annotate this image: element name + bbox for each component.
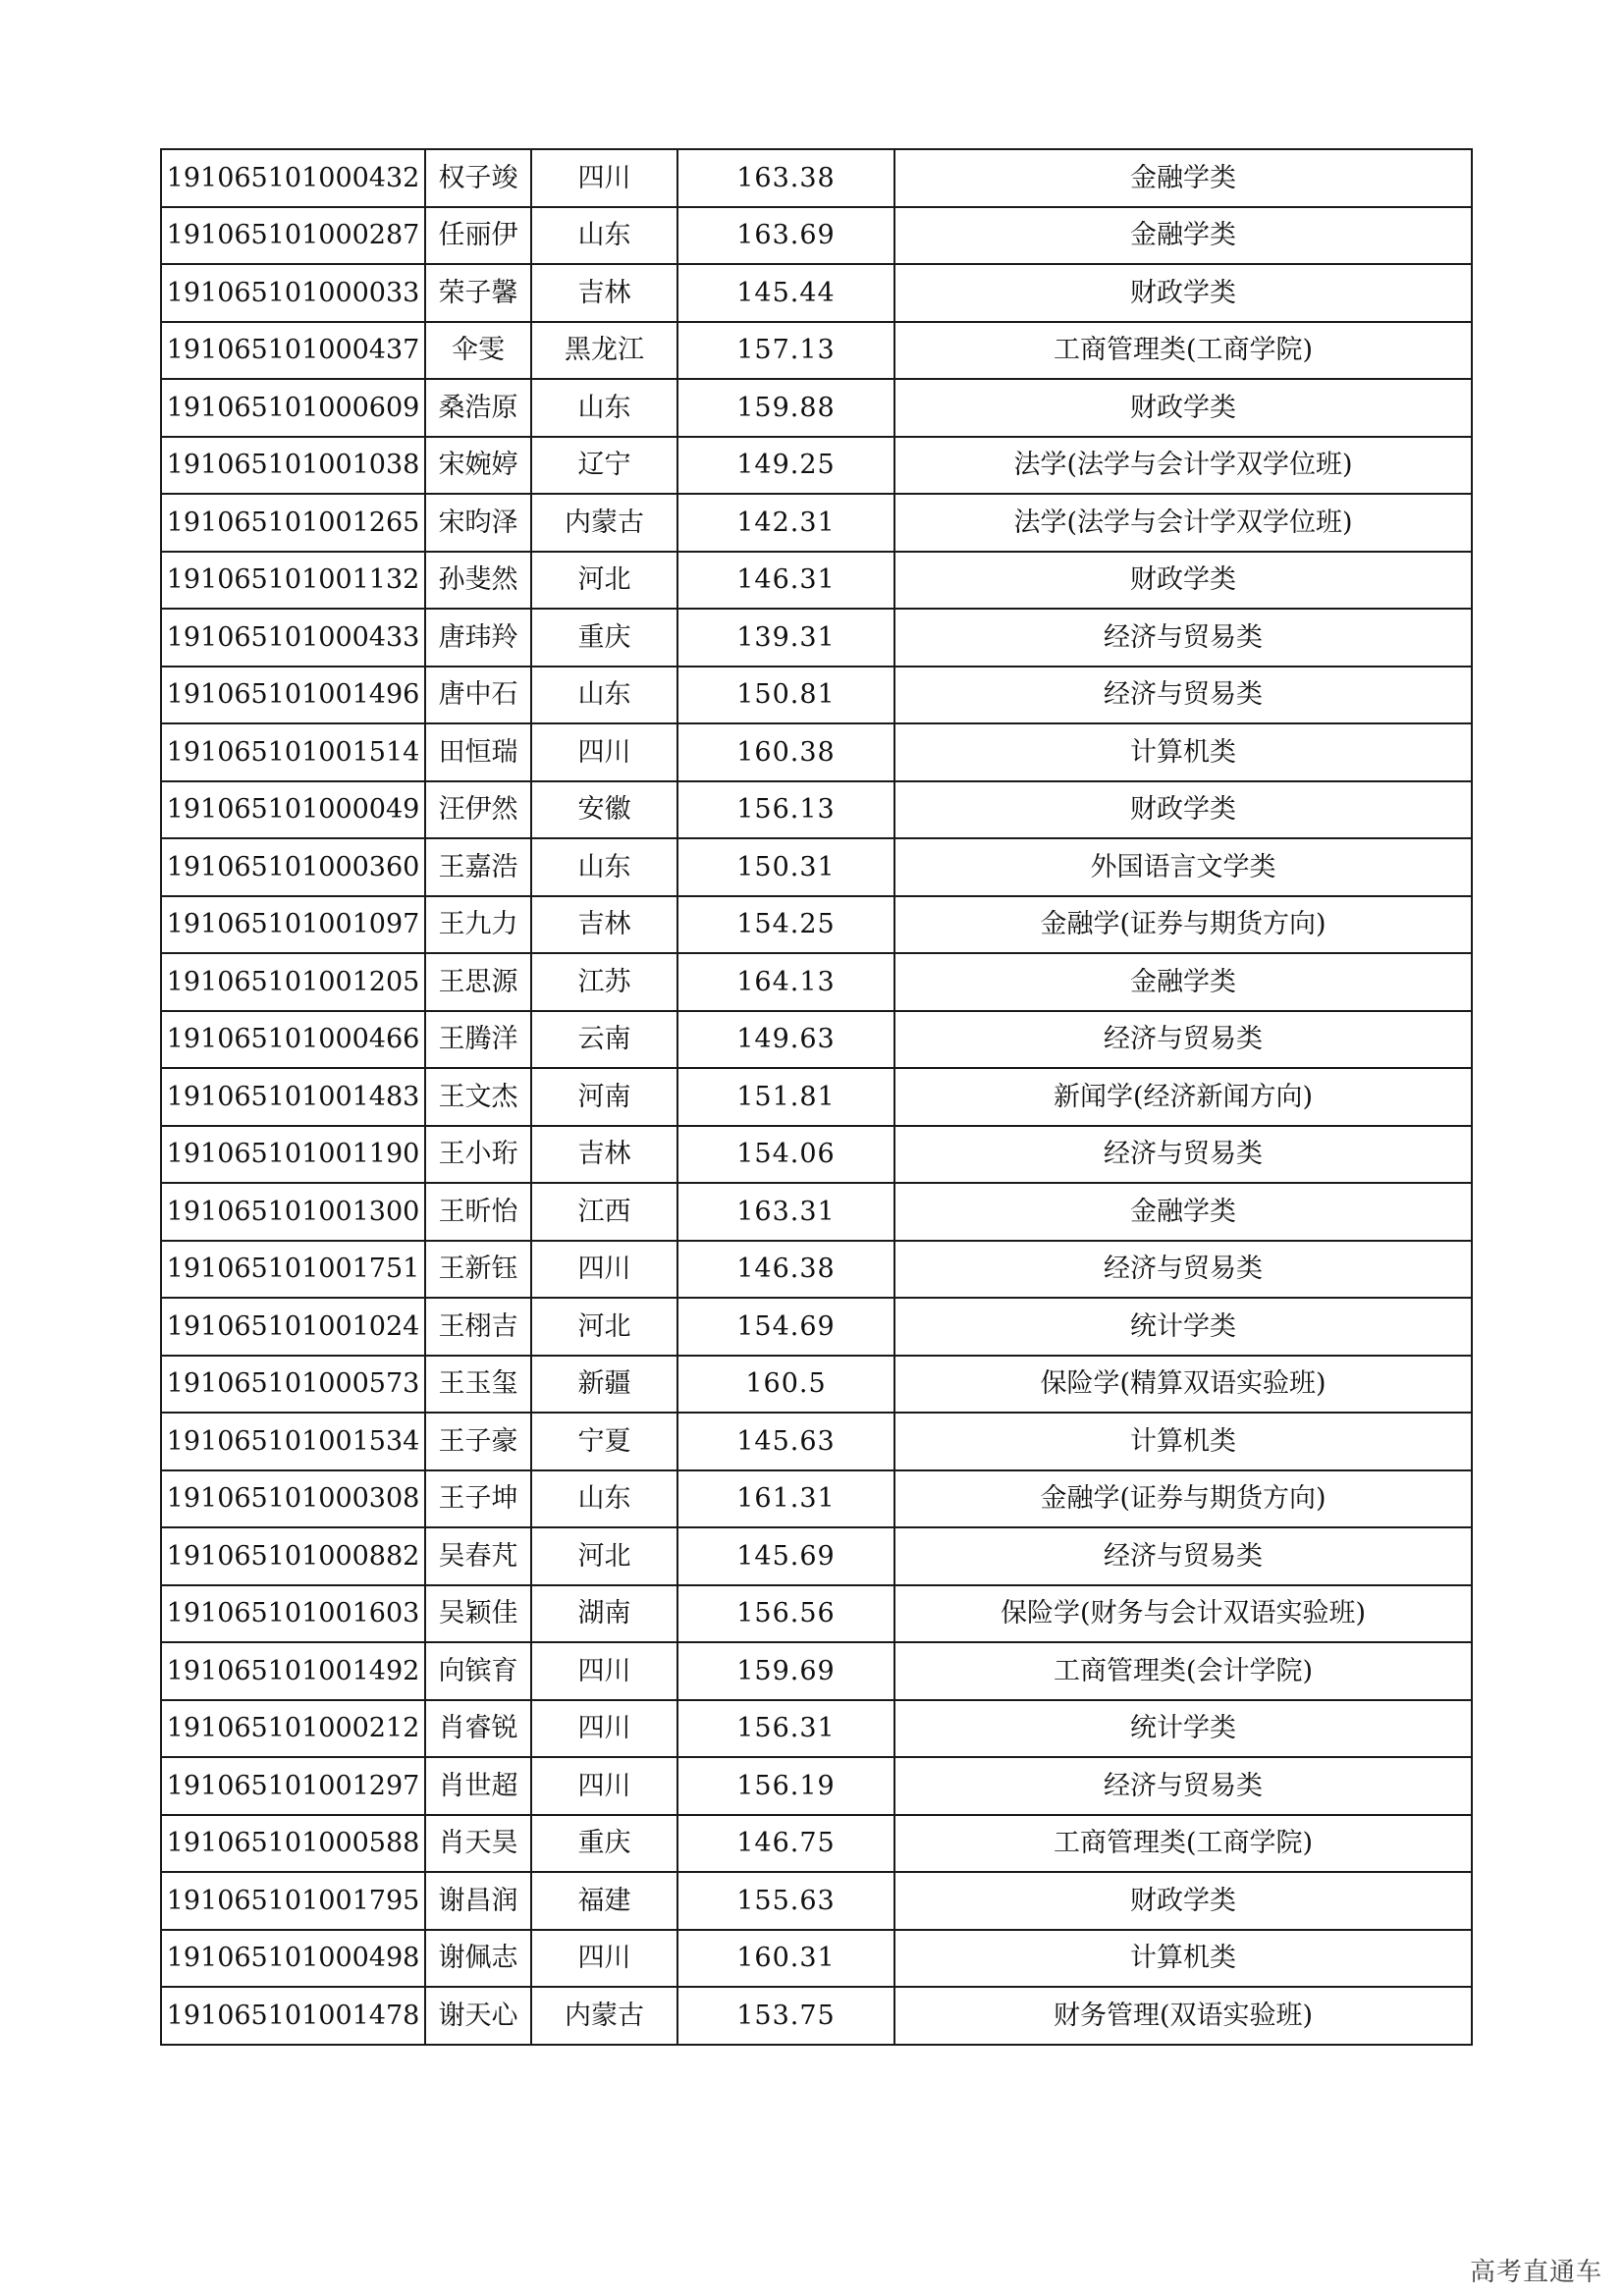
exam-id-cell: 191065101001483 <box>161 1068 425 1126</box>
score-cell: 156.19 <box>677 1757 894 1815</box>
student-name-cell: 任丽伊 <box>425 207 531 265</box>
score-cell: 151.81 <box>677 1068 894 1126</box>
score-cell: 157.13 <box>677 322 894 380</box>
major-cell: 新闻学(经济新闻方向) <box>894 1068 1472 1126</box>
major-cell: 经济与贸易类 <box>894 1011 1472 1069</box>
table-row <box>161 1757 1472 1815</box>
exam-id-cell: 191065101001190 <box>161 1126 425 1184</box>
student-name-cell: 谢天心 <box>425 1987 531 2045</box>
province-cell: 山东 <box>531 838 677 896</box>
student-name-cell: 宋婉婷 <box>425 437 531 495</box>
major-cell: 保险学(财务与会计双语实验班) <box>894 1585 1472 1643</box>
exam-id-cell: 191065101001751 <box>161 1241 425 1299</box>
major-cell: 计算机类 <box>894 723 1472 781</box>
exam-id-cell: 191065101000033 <box>161 264 425 322</box>
province-cell: 重庆 <box>531 1815 677 1873</box>
score-cell: 161.31 <box>677 1470 894 1528</box>
province-cell: 内蒙古 <box>531 494 677 552</box>
score-cell: 145.69 <box>677 1527 894 1585</box>
major-cell: 法学(法学与会计学双学位班) <box>894 494 1472 552</box>
score-cell: 154.06 <box>677 1126 894 1184</box>
student-name-cell: 王小珩 <box>425 1126 531 1184</box>
major-cell: 外国语言文学类 <box>894 838 1472 896</box>
province-cell: 四川 <box>531 1930 677 1988</box>
exam-id-cell: 191065101000498 <box>161 1930 425 1988</box>
province-cell: 四川 <box>531 1642 677 1700</box>
table-row <box>161 379 1472 437</box>
table-row <box>161 1126 1472 1184</box>
table-row <box>161 1700 1472 1758</box>
student-name-cell: 王文杰 <box>425 1068 531 1126</box>
student-name-cell: 王昕怡 <box>425 1183 531 1241</box>
student-name-cell: 王腾洋 <box>425 1011 531 1069</box>
exam-id-cell: 191065101001795 <box>161 1872 425 1930</box>
table-row <box>161 896 1472 954</box>
score-cell: 160.38 <box>677 723 894 781</box>
exam-id-cell: 191065101001300 <box>161 1183 425 1241</box>
student-name-cell: 吴颖佳 <box>425 1585 531 1643</box>
score-cell: 156.31 <box>677 1700 894 1758</box>
score-cell: 160.5 <box>677 1356 894 1414</box>
major-cell: 统计学类 <box>894 1298 1472 1356</box>
table-row <box>161 1356 1472 1414</box>
major-cell: 财政学类 <box>894 264 1472 322</box>
score-cell: 146.31 <box>677 552 894 610</box>
province-cell: 重庆 <box>531 609 677 667</box>
watermark-text: 高考直通车 <box>1469 2258 1602 2287</box>
province-cell: 四川 <box>531 149 677 207</box>
student-name-cell: 肖睿锐 <box>425 1700 531 1758</box>
exam-id-cell: 191065101000882 <box>161 1527 425 1585</box>
province-cell: 内蒙古 <box>531 1987 677 2045</box>
major-cell: 财政学类 <box>894 781 1472 839</box>
major-cell: 经济与贸易类 <box>894 1241 1472 1299</box>
exam-id-cell: 191065101001478 <box>161 1987 425 2045</box>
student-name-cell: 王嘉浩 <box>425 838 531 896</box>
student-name-cell: 汪伊然 <box>425 781 531 839</box>
province-cell: 吉林 <box>531 264 677 322</box>
table-row <box>161 953 1472 1011</box>
table-row <box>161 1413 1472 1470</box>
province-cell: 吉林 <box>531 1126 677 1184</box>
student-name-cell: 王新钰 <box>425 1241 531 1299</box>
province-cell: 安徽 <box>531 781 677 839</box>
student-name-cell: 宋昀泽 <box>425 494 531 552</box>
score-cell: 160.31 <box>677 1930 894 1988</box>
province-cell: 辽宁 <box>531 437 677 495</box>
table-row <box>161 1585 1472 1643</box>
exam-id-cell: 191065101001297 <box>161 1757 425 1815</box>
table-row <box>161 322 1472 380</box>
table-row <box>161 149 1472 207</box>
major-cell: 保险学(精算双语实验班) <box>894 1356 1472 1414</box>
score-cell: 149.63 <box>677 1011 894 1069</box>
table-row <box>161 667 1472 724</box>
province-cell: 云南 <box>531 1011 677 1069</box>
exam-id-cell: 191065101001534 <box>161 1413 425 1470</box>
student-name-cell: 伞雯 <box>425 322 531 380</box>
province-cell: 山东 <box>531 667 677 724</box>
exam-id-cell: 191065101000437 <box>161 322 425 380</box>
exam-id-cell: 191065101001024 <box>161 1298 425 1356</box>
major-cell: 经济与贸易类 <box>894 667 1472 724</box>
table-row <box>161 781 1472 839</box>
major-cell: 工商管理类(工商学院) <box>894 1815 1472 1873</box>
exam-id-cell: 191065101000212 <box>161 1700 425 1758</box>
score-cell: 154.69 <box>677 1298 894 1356</box>
score-cell: 163.31 <box>677 1183 894 1241</box>
province-cell: 河南 <box>531 1068 677 1126</box>
student-name-cell: 吴春芃 <box>425 1527 531 1585</box>
exam-id-cell: 191065101000433 <box>161 609 425 667</box>
exam-id-cell: 191065101000308 <box>161 1470 425 1528</box>
province-cell: 河北 <box>531 1298 677 1356</box>
exam-id-cell: 191065101001097 <box>161 896 425 954</box>
major-cell: 统计学类 <box>894 1700 1472 1758</box>
admission-list-body <box>161 149 1472 2045</box>
major-cell: 工商管理类(会计学院) <box>894 1642 1472 1700</box>
major-cell: 金融学(证券与期货方向) <box>894 1470 1472 1528</box>
score-cell: 163.38 <box>677 149 894 207</box>
student-name-cell: 王思源 <box>425 953 531 1011</box>
exam-id-cell: 191065101000609 <box>161 379 425 437</box>
province-cell: 四川 <box>531 723 677 781</box>
admission-list-table <box>160 148 1473 2046</box>
major-cell: 财政学类 <box>894 552 1472 610</box>
table-row <box>161 437 1472 495</box>
major-cell: 经济与贸易类 <box>894 1757 1472 1815</box>
score-cell: 142.31 <box>677 494 894 552</box>
student-name-cell: 唐玮羚 <box>425 609 531 667</box>
exam-id-cell: 191065101000573 <box>161 1356 425 1414</box>
exam-id-cell: 191065101000360 <box>161 838 425 896</box>
table-row <box>161 1527 1472 1585</box>
student-name-cell: 田恒瑞 <box>425 723 531 781</box>
table-row <box>161 1011 1472 1069</box>
province-cell: 湖南 <box>531 1585 677 1643</box>
exam-id-cell: 191065101001265 <box>161 494 425 552</box>
student-name-cell: 桑浩原 <box>425 379 531 437</box>
score-cell: 154.25 <box>677 896 894 954</box>
score-cell: 150.31 <box>677 838 894 896</box>
major-cell: 经济与贸易类 <box>894 609 1472 667</box>
score-cell: 156.56 <box>677 1585 894 1643</box>
student-name-cell: 荣子馨 <box>425 264 531 322</box>
table-row <box>161 1642 1472 1700</box>
province-cell: 河北 <box>531 552 677 610</box>
exam-id-cell: 191065101001496 <box>161 667 425 724</box>
exam-id-cell: 191065101000287 <box>161 207 425 265</box>
score-cell: 163.69 <box>677 207 894 265</box>
score-cell: 159.88 <box>677 379 894 437</box>
table-row <box>161 838 1472 896</box>
exam-id-cell: 191065101001038 <box>161 437 425 495</box>
table-row <box>161 1470 1472 1528</box>
major-cell: 财政学类 <box>894 1872 1472 1930</box>
student-name-cell: 肖世超 <box>425 1757 531 1815</box>
exam-id-cell: 191065101000588 <box>161 1815 425 1873</box>
exam-id-cell: 191065101000049 <box>161 781 425 839</box>
province-cell: 山东 <box>531 379 677 437</box>
table-row <box>161 609 1472 667</box>
province-cell: 山东 <box>531 1470 677 1528</box>
major-cell: 法学(法学与会计学双学位班) <box>894 437 1472 495</box>
table-row <box>161 494 1472 552</box>
score-cell: 146.75 <box>677 1815 894 1873</box>
table-row <box>161 1241 1472 1299</box>
province-cell: 江西 <box>531 1183 677 1241</box>
table-row <box>161 723 1472 781</box>
major-cell: 工商管理类(工商学院) <box>894 322 1472 380</box>
province-cell: 四川 <box>531 1241 677 1299</box>
exam-id-cell: 191065101000466 <box>161 1011 425 1069</box>
student-name-cell: 肖天昊 <box>425 1815 531 1873</box>
score-cell: 156.13 <box>677 781 894 839</box>
student-name-cell: 王子豪 <box>425 1413 531 1470</box>
major-cell: 财政学类 <box>894 379 1472 437</box>
table-row <box>161 207 1472 265</box>
student-name-cell: 权子竣 <box>425 149 531 207</box>
province-cell: 四川 <box>531 1757 677 1815</box>
province-cell: 福建 <box>531 1872 677 1930</box>
table-row <box>161 1183 1472 1241</box>
province-cell: 江苏 <box>531 953 677 1011</box>
province-cell: 河北 <box>531 1527 677 1585</box>
table-row <box>161 1298 1472 1356</box>
province-cell: 宁夏 <box>531 1413 677 1470</box>
student-name-cell: 王子坤 <box>425 1470 531 1528</box>
score-cell: 159.69 <box>677 1642 894 1700</box>
student-name-cell: 王玉玺 <box>425 1356 531 1414</box>
major-cell: 经济与贸易类 <box>894 1126 1472 1184</box>
exam-id-cell: 191065101000432 <box>161 149 425 207</box>
exam-id-cell: 191065101001205 <box>161 953 425 1011</box>
table-row <box>161 1987 1472 2045</box>
exam-id-cell: 191065101001603 <box>161 1585 425 1643</box>
major-cell: 金融学类 <box>894 207 1472 265</box>
major-cell: 金融学类 <box>894 149 1472 207</box>
major-cell: 财务管理(双语实验班) <box>894 1987 1472 2045</box>
score-cell: 164.13 <box>677 953 894 1011</box>
student-name-cell: 王九力 <box>425 896 531 954</box>
student-name-cell: 谢佩志 <box>425 1930 531 1988</box>
exam-id-cell: 191065101001132 <box>161 552 425 610</box>
province-cell: 黑龙江 <box>531 322 677 380</box>
exam-id-cell: 191065101001514 <box>161 723 425 781</box>
table-row <box>161 264 1472 322</box>
major-cell: 金融学类 <box>894 953 1472 1011</box>
major-cell: 经济与贸易类 <box>894 1527 1472 1585</box>
major-cell: 金融学类 <box>894 1183 1472 1241</box>
major-cell: 计算机类 <box>894 1930 1472 1988</box>
table-row <box>161 1930 1472 1988</box>
score-cell: 149.25 <box>677 437 894 495</box>
student-name-cell: 王栩吉 <box>425 1298 531 1356</box>
student-name-cell: 孙斐然 <box>425 552 531 610</box>
table-row <box>161 552 1472 610</box>
province-cell: 吉林 <box>531 896 677 954</box>
exam-id-cell: 191065101001492 <box>161 1642 425 1700</box>
score-cell: 139.31 <box>677 609 894 667</box>
major-cell: 金融学(证券与期货方向) <box>894 896 1472 954</box>
score-cell: 145.63 <box>677 1413 894 1470</box>
score-cell: 145.44 <box>677 264 894 322</box>
province-cell: 四川 <box>531 1700 677 1758</box>
score-cell: 146.38 <box>677 1241 894 1299</box>
province-cell: 新疆 <box>531 1356 677 1414</box>
table-row <box>161 1068 1472 1126</box>
score-cell: 155.63 <box>677 1872 894 1930</box>
student-name-cell: 向镔育 <box>425 1642 531 1700</box>
score-cell: 150.81 <box>677 667 894 724</box>
student-name-cell: 谢昌润 <box>425 1872 531 1930</box>
student-name-cell: 唐中石 <box>425 667 531 724</box>
table-row <box>161 1872 1472 1930</box>
province-cell: 山东 <box>531 207 677 265</box>
table-row <box>161 1815 1472 1873</box>
major-cell: 计算机类 <box>894 1413 1472 1470</box>
score-cell: 153.75 <box>677 1987 894 2045</box>
